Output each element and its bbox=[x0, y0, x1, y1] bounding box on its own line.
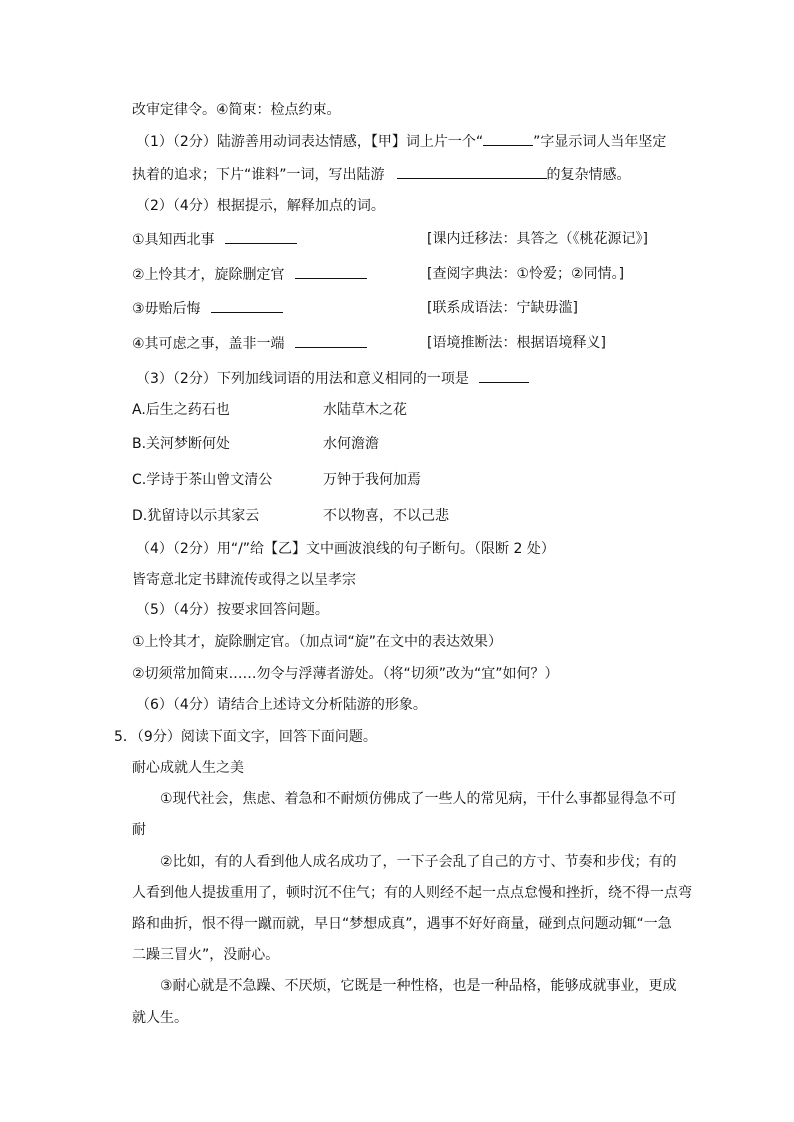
question-5-item-1: ①上怜其才，旋除删定官。（加点词“旋”在文中的表达效果） bbox=[132, 634, 503, 650]
option-a-right: 水陆草木之花 bbox=[323, 402, 407, 418]
question-5-item-2: ②切须常加简束……勿令与浮薄者游处。（将“切须”改为“宜”如何？） bbox=[132, 666, 559, 682]
answer-blank[interactable] bbox=[483, 131, 533, 146]
question-6-stem: （6）（4分）请结合上述诗文分析陆游的形象。 bbox=[136, 697, 427, 713]
question-1-line-2 bbox=[132, 164, 631, 185]
paragraph-2-line-1: ②比如，有的人看到他人成名成功了，一下子会乱了自己的方寸、节奏和步伐；有的 bbox=[160, 854, 677, 870]
option-a-left[interactable]: A.后生之药石也 bbox=[132, 402, 230, 418]
question-2-item-4 bbox=[132, 333, 367, 354]
option-d-right: 不以物喜，不以己悲 bbox=[323, 508, 449, 524]
option-b-right: 水何澹澹 bbox=[323, 436, 379, 452]
question-5-stem: （5）（4分）按要求回答问题。 bbox=[136, 602, 329, 618]
section-5-heading: 5．（9分）阅读下面文字，回答下面问题。 bbox=[114, 729, 377, 745]
item-text: ②上怜其才，旋除删定官 bbox=[132, 267, 285, 283]
paragraph-2-line-3: 路和曲折，恨不得一蹴而就，早日“梦想成真”，遇事不好好商量，碰到点问题动辄“一急 bbox=[132, 916, 672, 932]
answer-blank[interactable] bbox=[397, 164, 547, 179]
item-text: ④其可虑之事，盖非一端 bbox=[132, 336, 285, 352]
question-1-text-b: ”字显示词人当年坚定 bbox=[533, 134, 667, 150]
question-2-hint-4: [语境推断法：根据语境释义] bbox=[427, 335, 606, 351]
question-1-text-c: 执着的追求；下片“谁料”一词，写出陆游 bbox=[132, 167, 385, 183]
paragraph-1-line-1: ①现代社会，焦虑、着急和不耐烦仿佛成了一些人的常见病，干什么事都显得急不可 bbox=[160, 791, 677, 807]
note-line: 改审定律令。④简束：检点约束。 bbox=[132, 102, 341, 118]
paragraph-2-line-4: 二躁三冒火”，没耐心。 bbox=[132, 947, 280, 963]
question-2-item-3 bbox=[132, 298, 283, 319]
question-1-text-a: （1）（2分）陆游善用动词表达情感，【甲】词上片一个“ bbox=[136, 134, 484, 150]
paragraph-2-line-2: 人看到他人提拔重用了，顿时沉不住气；有的人则经不起一点点怠慢和挫折，绕不得一点弯 bbox=[132, 885, 692, 901]
paragraph-3-line-1: ③耐心就是不急躁、不厌烦，它既是一种性格，也是一种品格，能够成就事业，更成 bbox=[160, 978, 677, 994]
question-2-hint-2: [查阅字典法：①怜爱；②同情。] bbox=[427, 266, 625, 282]
option-c-right: 万钟于我何加焉 bbox=[323, 472, 421, 488]
paragraph-1-line-2: 耐 bbox=[132, 822, 146, 838]
stem-text: （3）（2分）下列加线词语的用法和意义相同的一项是 bbox=[136, 371, 469, 387]
option-b-left[interactable]: B.关河梦断何处 bbox=[132, 436, 231, 452]
question-2-stem: （2）（4分）根据提示，解释加点的词。 bbox=[136, 198, 385, 214]
question-1-line-1 bbox=[136, 131, 666, 152]
question-2-hint-1: [课内迁移法：具答之（《桃花源记》] bbox=[427, 231, 648, 247]
item-text: ①具知西北事 bbox=[132, 232, 215, 248]
item-text: ③毋贻后悔 bbox=[132, 301, 201, 317]
option-d-left[interactable]: D.犹留诗以示其家云 bbox=[132, 508, 260, 524]
question-1-text-d: 的复杂情感。 bbox=[546, 167, 631, 183]
question-3-stem bbox=[136, 368, 529, 389]
paragraph-3-line-2: 就人生。 bbox=[132, 1010, 188, 1026]
answer-blank[interactable] bbox=[225, 229, 297, 244]
article-title: 耐心成就人生之美 bbox=[132, 760, 244, 776]
question-2-item-2 bbox=[132, 264, 367, 285]
answer-blank[interactable] bbox=[479, 368, 529, 383]
question-2-item-1 bbox=[132, 229, 297, 250]
answer-blank[interactable] bbox=[295, 264, 367, 279]
answer-blank[interactable] bbox=[211, 298, 283, 313]
question-4-sentence: 皆寄意北定书肆流传或得之以呈孝宗 bbox=[132, 572, 356, 588]
answer-blank[interactable] bbox=[295, 333, 367, 348]
question-2-hint-3: [联系成语法：宁缺毋滥] bbox=[427, 300, 578, 316]
question-4-stem: （4）（2分）用“/”给【乙】文中画波浪线的句子断句。（限断 2 处） bbox=[136, 541, 555, 557]
option-c-left[interactable]: C.学诗于茶山曾文清公 bbox=[132, 472, 273, 488]
